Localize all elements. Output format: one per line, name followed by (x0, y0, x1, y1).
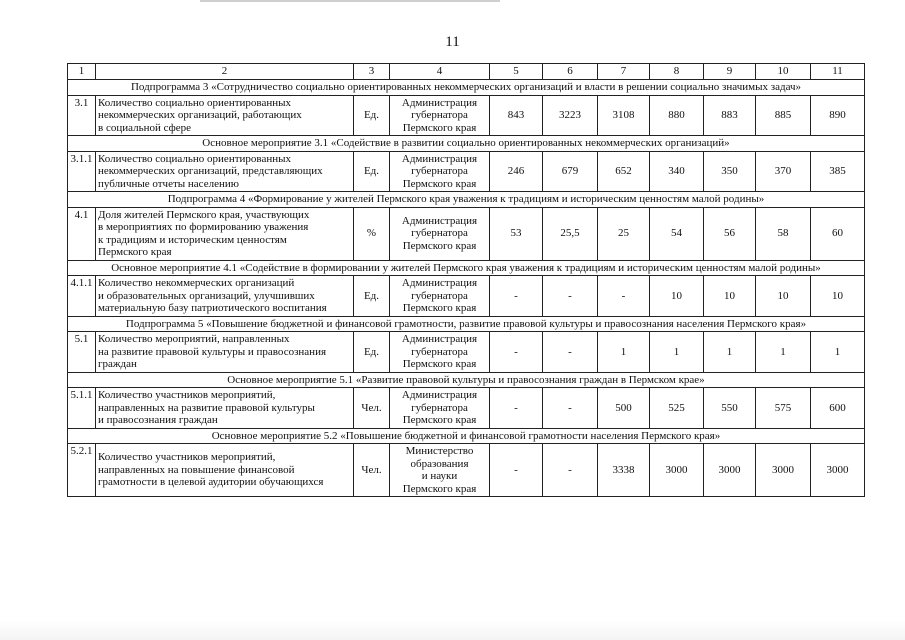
indicator-name-line: и образовательных организаций, улучшивших (98, 289, 315, 302)
responsible-line: Пермского края (402, 121, 477, 134)
header-cell: 9 (704, 64, 756, 80)
indicator-name (96, 276, 354, 317)
value-cell: 1 (811, 332, 865, 373)
value-cell: - (543, 276, 598, 317)
indicator-row (68, 95, 865, 136)
value-cell: 1 (598, 332, 650, 373)
responsible-line: Пермского края (402, 177, 477, 190)
value-cell: 843 (490, 95, 543, 136)
responsible-line: губернатора (411, 109, 468, 121)
responsible-line: губернатора (411, 289, 468, 302)
section-row (68, 372, 865, 388)
value-cell: 58 (756, 207, 811, 260)
responsible-cell (390, 444, 490, 497)
responsible-line: губернатора (411, 345, 468, 358)
responsible-line: губернатора (411, 227, 468, 240)
responsible-line: губернатора (411, 165, 468, 177)
section-title: Основное мероприятие 5.1 «Развитие правовой культуры и правосознания граждан в Пермском крае» (68, 372, 865, 388)
indicator-row (68, 276, 865, 317)
header-cell: 11 (811, 64, 865, 80)
header-cell: 7 (598, 64, 650, 80)
responsible-line: Администрация (401, 333, 478, 345)
responsible-line: Администрация (401, 277, 478, 289)
indicator-row (68, 207, 865, 260)
responsible-line: Пермского края (402, 358, 477, 370)
value-cell: 3223 (543, 95, 598, 136)
header-cell: 2 (96, 64, 354, 80)
row-number: 5.1.1 (68, 388, 96, 429)
unit-cell: % (354, 207, 390, 260)
indicator-name-line: Количество социально ориентированных (98, 152, 291, 165)
value-cell: 1 (756, 332, 811, 373)
unit-cell: Чел. (354, 444, 390, 497)
indicator-name-line: направленных на развитие правовой культуры (98, 401, 315, 414)
value-cell: 246 (490, 151, 543, 192)
indicator-name-line: и правосознания граждан (98, 414, 218, 426)
value-cell: - (543, 332, 598, 373)
value-cell: 10 (811, 276, 865, 317)
responsible-cell (390, 151, 490, 192)
indicator-name-line: Количество некоммерческих организаций (98, 277, 295, 289)
indicator-row (68, 151, 865, 192)
value-cell: - (490, 388, 543, 429)
header-cell: 3 (354, 64, 390, 80)
value-cell: 3000 (704, 444, 756, 497)
indicator-name-line: Количество участников мероприятий, (98, 451, 276, 464)
row-number: 5.2.1 (68, 444, 96, 497)
section-row (68, 316, 865, 332)
indicator-name-line: грамотности в целевой аудитории обучающихся (98, 476, 324, 489)
indicator-name (96, 444, 354, 497)
value-cell: - (543, 388, 598, 429)
indicator-name (96, 388, 354, 429)
section-row (68, 192, 865, 208)
unit-cell: Чел. (354, 388, 390, 429)
value-cell: 575 (756, 388, 811, 429)
indicator-name-line: в социальной сфере (98, 121, 192, 134)
value-cell: 1 (650, 332, 704, 373)
indicator-name-line: Пермского края (98, 246, 172, 258)
value-cell: 652 (598, 151, 650, 192)
responsible-line: губернатора (411, 401, 468, 414)
indicator-name-line: на развитие правовой культуры и правосознания (98, 345, 327, 358)
indicator-name-line: некоммерческих организаций, представляющих (98, 165, 323, 177)
value-cell: 890 (811, 95, 865, 136)
page-number: 11 (445, 34, 460, 50)
value-cell: 3000 (756, 444, 811, 497)
row-number: 5.1 (68, 332, 96, 373)
section-row (68, 80, 865, 96)
indicator-name-line: публичные отчеты населению (98, 177, 239, 190)
value-cell: 10 (704, 276, 756, 317)
responsible-line: Министерство (405, 445, 474, 457)
value-cell: - (490, 444, 543, 497)
value-cell: 25 (598, 207, 650, 260)
scan-artifact-line (200, 0, 500, 2)
value-cell: 370 (756, 151, 811, 192)
responsible-cell (390, 388, 490, 429)
value-cell: - (598, 276, 650, 317)
responsible-cell (390, 95, 490, 136)
indicator-name-line: к традициям и историческим ценностям (98, 233, 287, 246)
header-cell: 8 (650, 64, 704, 80)
header-cell: 5 (490, 64, 543, 80)
value-cell: 3000 (650, 444, 704, 497)
row-number: 4.1 (68, 207, 96, 260)
value-cell: 340 (650, 151, 704, 192)
section-row (68, 428, 865, 444)
responsible-cell (390, 276, 490, 317)
indicator-name (96, 95, 354, 136)
value-cell: 1 (704, 332, 756, 373)
unit-cell: Ед. (354, 95, 390, 136)
unit-cell: Ед. (354, 151, 390, 192)
responsible-line: Пермского края (402, 414, 477, 426)
unit-cell: Ед. (354, 332, 390, 373)
responsible-line: Администрация (401, 152, 478, 165)
responsible-line: Администрация (401, 214, 478, 227)
indicator-name (96, 151, 354, 192)
value-cell: - (490, 332, 543, 373)
value-cell: 500 (598, 388, 650, 429)
indicator-name-line: в мероприятиях по формированию уважения (98, 221, 309, 233)
value-cell: 3108 (598, 95, 650, 136)
section-title: Основное мероприятие 4.1 «Содействие в формировании у жителей Пермского края уважения к традициям и историческим ценностям малой родины» (68, 260, 865, 276)
indicator-name-line: направленных на повышение финансовой (98, 463, 295, 476)
value-cell: 10 (650, 276, 704, 317)
value-cell: 525 (650, 388, 704, 429)
section-title: Подпрограмма 4 «Формирование у жителей Пермского края уважения к традициям и историческим ценностям малой родины» (68, 192, 865, 208)
responsible-line: Пермского края (402, 239, 477, 252)
value-cell: - (543, 444, 598, 497)
section-row (68, 260, 865, 276)
value-cell: 550 (704, 388, 756, 429)
value-cell: 53 (490, 207, 543, 260)
responsible-cell (390, 207, 490, 260)
value-cell: 880 (650, 95, 704, 136)
indicator-name (96, 332, 354, 373)
header-cell: 10 (756, 64, 811, 80)
row-number: 4.1.1 (68, 276, 96, 317)
value-cell: 385 (811, 151, 865, 192)
header-cell: 1 (68, 64, 96, 80)
row-number: 3.1 (68, 95, 96, 136)
indicator-name-line: Доля жителей Пермского края, участвующих (98, 208, 310, 221)
indicator-name (96, 207, 354, 260)
indicators-table (67, 63, 865, 497)
scan-bottom-edge (0, 620, 905, 640)
responsible-line: Администрация (401, 96, 478, 109)
indicator-name-line: некоммерческих организаций, работающих (98, 109, 302, 121)
responsible-line: Пермского края (402, 482, 477, 495)
section-title: Основное мероприятие 5.2 «Повышение бюджетной и финансовой грамотности населения Пермского края» (68, 428, 865, 444)
section-title: Подпрограмма 5 «Повышение бюджетной и финансовой грамотности, развитие правовой культуры и правосознания населения Пермского края» (68, 316, 865, 332)
value-cell: 679 (543, 151, 598, 192)
indicator-name-line: материальную базу патриотического воспитания (98, 302, 327, 314)
responsible-line: Администрация (401, 389, 478, 401)
header-cell: 4 (390, 64, 490, 80)
responsible-cell (390, 332, 490, 373)
value-cell: 10 (756, 276, 811, 317)
value-cell: 883 (704, 95, 756, 136)
value-cell: 3338 (598, 444, 650, 497)
value-cell: 25,5 (543, 207, 598, 260)
value-cell: 60 (811, 207, 865, 260)
indicator-name-line: Количество участников мероприятий, (98, 389, 276, 401)
indicator-row (68, 332, 865, 373)
row-number: 3.1.1 (68, 151, 96, 192)
value-cell: 350 (704, 151, 756, 192)
indicator-name-line: граждан (98, 358, 137, 370)
indicator-name-line: Количество мероприятий, направленных (98, 333, 290, 345)
section-title: Подпрограмма 3 «Сотрудничество социально ориентированных некоммерческих организаций и власти в решении социально значимых задач» (68, 80, 865, 96)
section-row (68, 136, 865, 152)
header-row (68, 64, 865, 80)
section-title: Основное мероприятие 3.1 «Содействие в развитии социально ориентированных некоммерческих организаций» (68, 136, 865, 152)
value-cell: 54 (650, 207, 704, 260)
responsible-line: и науки (421, 470, 458, 482)
value-cell: 56 (704, 207, 756, 260)
responsible-line: Пермского края (402, 302, 477, 314)
value-cell: 600 (811, 388, 865, 429)
responsible-line: образования (410, 457, 469, 470)
header-cell: 6 (543, 64, 598, 80)
value-cell: 3000 (811, 444, 865, 497)
indicator-row (68, 388, 865, 429)
unit-cell: Ед. (354, 276, 390, 317)
indicator-row (68, 444, 865, 497)
indicator-name-line: Количество социально ориентированных (98, 96, 291, 109)
value-cell: - (490, 276, 543, 317)
value-cell: 885 (756, 95, 811, 136)
